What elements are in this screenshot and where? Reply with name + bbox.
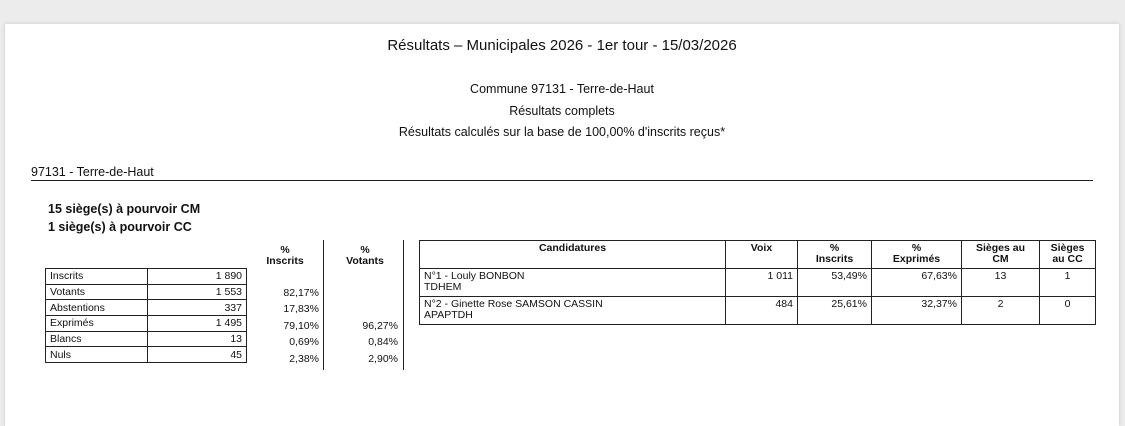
header-sieges-cm bbox=[962, 241, 1040, 269]
stats-header-pct-inscrits bbox=[257, 245, 313, 267]
stats-pct-votants: 96,27% bbox=[362, 319, 398, 332]
candidate-pct-inscrits: 53,49% bbox=[798, 269, 872, 297]
candidate-sieges-cc: 0 bbox=[1040, 297, 1096, 325]
stats-row bbox=[46, 331, 247, 347]
header-pct-exprimes bbox=[872, 241, 962, 269]
candidates-header-row bbox=[420, 241, 1096, 269]
completeness-note: Résultats complets bbox=[509, 104, 615, 118]
stats-header-pct-votants-symbol: % bbox=[360, 244, 370, 256]
header-pct-inscrits-symbol: % bbox=[829, 242, 840, 254]
stats-row bbox=[46, 300, 247, 316]
seats-cm: 15 siège(s) à pourvoir CM bbox=[48, 202, 201, 216]
candidate-pct-exprimes: 67,63% bbox=[872, 269, 962, 297]
header-sieges-cc bbox=[1040, 241, 1096, 269]
stats-header-pct-votants bbox=[337, 245, 393, 267]
stats-pct-inscrits: 79,10% bbox=[283, 319, 319, 332]
candidate-sieges-cm: 13 bbox=[962, 269, 1040, 297]
stats-row bbox=[46, 269, 247, 285]
candidate-voix: 1 011 bbox=[726, 269, 798, 297]
candidate-sieges-cc: 1 bbox=[1040, 269, 1096, 297]
header-sieges-cm-line1: Sièges au bbox=[975, 242, 1026, 254]
stats-row-label: Abstentions bbox=[46, 300, 148, 316]
header-pct-inscrits-label: Inscrits bbox=[815, 253, 854, 265]
stats-pct-inscrits: 17,83% bbox=[283, 303, 319, 315]
stats-row-label: Exprimés bbox=[46, 316, 148, 332]
stats-pct-inscrits: 82,17% bbox=[283, 286, 319, 299]
header-sieges-cc-line1: Sièges bbox=[1050, 242, 1085, 254]
stats-header-pct-votants-label: Votants bbox=[346, 255, 384, 267]
candidate-row bbox=[420, 269, 1096, 297]
candidate-cell bbox=[420, 269, 726, 297]
stats-pct-votants: 2,90% bbox=[368, 352, 398, 365]
candidates-table bbox=[419, 240, 1096, 325]
stats-row-value: 1 495 bbox=[148, 316, 247, 332]
section-divider bbox=[31, 180, 1093, 181]
header-sieges-cc-line2: au CC bbox=[1052, 253, 1083, 265]
stats-row-label: Blancs bbox=[46, 331, 148, 347]
stats-separator-2 bbox=[403, 240, 404, 370]
header-voix: Voix bbox=[726, 241, 798, 269]
header-sieges-cm-line2: CM bbox=[992, 253, 1009, 265]
stats-row bbox=[46, 284, 247, 300]
stats-row-label: Inscrits bbox=[46, 269, 148, 285]
stats-row-label: Votants bbox=[46, 284, 148, 300]
stats-pct-inscrits: 0,69% bbox=[289, 336, 319, 348]
seats-cc: 1 siège(s) à pourvoir CC bbox=[48, 220, 192, 234]
basis-note: Résultats calculés sur la base de 100,00% d'inscrits reçus* bbox=[398, 125, 726, 139]
stats-header-pct-inscrits-symbol: % bbox=[280, 244, 290, 256]
candidate-list: TDHEM bbox=[424, 281, 462, 293]
header-pct-inscrits bbox=[798, 241, 872, 269]
candidate-sieges-cm: 2 bbox=[962, 297, 1040, 325]
stats-pct-votants: 0,84% bbox=[368, 336, 398, 348]
candidate-cell bbox=[420, 297, 726, 325]
results-document bbox=[5, 24, 1119, 426]
stats-pct-inscrits: 2,38% bbox=[289, 352, 319, 365]
commune-heading: Commune 97131 - Terre-de-Haut bbox=[470, 82, 654, 96]
candidate-list: APAPTDH bbox=[424, 309, 473, 321]
stats-row-value: 1 553 bbox=[148, 284, 247, 300]
stats-row-value: 1 890 bbox=[148, 269, 247, 285]
candidate-row bbox=[420, 297, 1096, 325]
candidate-pct-exprimes: 32,37% bbox=[872, 297, 962, 325]
candidate-pct-inscrits: 25,61% bbox=[798, 297, 872, 325]
stats-row-value: 13 bbox=[148, 331, 247, 347]
stats-row bbox=[46, 347, 247, 363]
stats-separator-1 bbox=[323, 240, 324, 370]
stats-row-value: 45 bbox=[148, 347, 247, 363]
stats-row-label: Nuls bbox=[46, 347, 148, 363]
stats-row bbox=[46, 316, 247, 332]
candidate-name: N°1 - Louly BONBON bbox=[424, 270, 525, 282]
stats-table bbox=[45, 268, 247, 363]
stats-row-value: 337 bbox=[148, 300, 247, 316]
stats-header-pct-inscrits-label: Inscrits bbox=[266, 255, 304, 267]
section-commune-label: 97131 - Terre-de-Haut bbox=[31, 165, 154, 179]
header-pct-exprimes-label: Exprimés bbox=[892, 253, 941, 265]
document-title: Résultats – Municipales 2026 - 1er tour - 15/03/2026 bbox=[387, 37, 737, 54]
candidate-voix: 484 bbox=[726, 297, 798, 325]
header-pct-exprimes-symbol: % bbox=[911, 242, 922, 254]
candidate-name: N°2 - Ginette Rose SAMSON CASSIN bbox=[424, 298, 603, 310]
header-candidatures: Candidatures bbox=[420, 241, 726, 269]
